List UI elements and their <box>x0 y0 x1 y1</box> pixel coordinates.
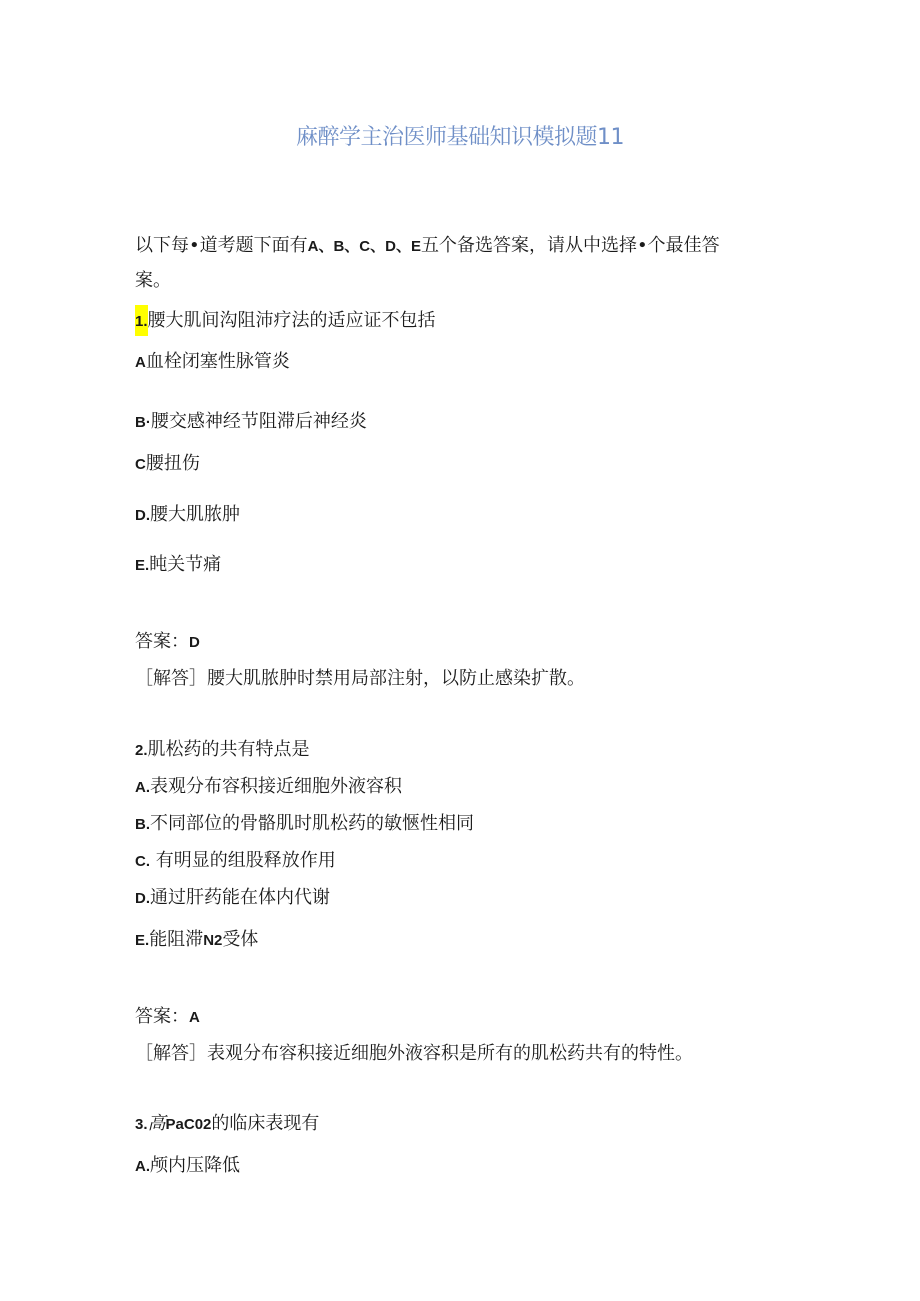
question-3-stem <box>135 1111 319 1138</box>
q1-option-e <box>135 552 221 579</box>
option-letter: C <box>135 456 146 473</box>
option-text: 颅内压降低 <box>150 1155 240 1176</box>
option-text: 盹关节痛 <box>149 554 222 575</box>
option-text: 腰大肌脓肿 <box>150 504 240 525</box>
option-letter: E. <box>135 557 150 574</box>
question-number: 2. <box>135 742 148 759</box>
option-text: 通过肝药能在体内代谢 <box>150 887 330 908</box>
q1-explanation: ［解答］腰大肌脓肿时禁用局部注射，以防止感染扩散。 <box>135 668 585 689</box>
q2-option-b <box>135 811 474 838</box>
q2-option-c <box>135 848 336 875</box>
answer-label: 答案： <box>135 1006 189 1027</box>
q1-option-a <box>135 349 290 376</box>
question-text: 的临床表现有 <box>211 1113 320 1134</box>
question-text-italic: 高 <box>147 1113 166 1134</box>
instructions-text-2: 五个备选答案，请从中选择•个最佳答 <box>420 235 720 256</box>
q1-option-b <box>135 409 367 436</box>
question-1-stem <box>135 308 436 335</box>
option-text: 腰扭伤 <box>145 453 200 474</box>
q2-explanation: ［解答］表观分布容积接近细胞外液容积是所有的肌松药共有的特性。 <box>135 1043 693 1064</box>
option-letter: D. <box>135 890 150 907</box>
instructions-letters: A、B、C、D、E <box>307 238 421 255</box>
question-number: 3. <box>135 1116 148 1133</box>
option-text: 有明显的组股释放作用 <box>150 850 336 871</box>
option-letter: A <box>135 354 146 371</box>
option-letter: B· <box>135 414 151 431</box>
option-letter: E. <box>135 932 150 949</box>
option-text-tail: 受体 <box>222 929 259 950</box>
receptor-label: N2 <box>203 932 223 949</box>
option-text: 能阻滞 <box>149 929 204 950</box>
option-letter: A. <box>135 1158 150 1175</box>
answer-label: 答案： <box>135 631 189 652</box>
question-2-stem <box>135 737 310 764</box>
q1-option-d <box>135 502 240 529</box>
option-letter: B. <box>135 816 150 833</box>
q3-option-a <box>135 1153 240 1180</box>
answer-value: A <box>189 1009 200 1026</box>
option-letter: C. <box>135 853 150 870</box>
answer-value: D <box>189 634 200 651</box>
q2-answer <box>135 1004 200 1031</box>
q2-option-e <box>135 927 258 954</box>
pac02-label: PaC02 <box>165 1116 212 1133</box>
option-text: 血栓闭塞性脉管炎 <box>145 351 290 372</box>
question-text: 腰大肌间沟阻沛疗法的适应证不包括 <box>147 310 436 331</box>
q1-option-c <box>135 451 200 478</box>
q1-answer <box>135 629 200 656</box>
page-title: 麻醉学主治医师基础知识模拟题11 <box>296 125 624 150</box>
option-text: 表观分布容积接近细胞外液容积 <box>150 776 402 797</box>
q2-option-d <box>135 885 330 912</box>
question-text: 肌松药的共有特点是 <box>147 739 310 760</box>
option-text: 腰交感神经节阻滞后神经炎 <box>150 411 367 432</box>
option-letter: A. <box>135 779 150 796</box>
instructions-line-1 <box>135 233 720 260</box>
question-number: 1. <box>135 305 148 336</box>
option-text: 不同部位的骨骼肌时肌松药的敏愜性相同 <box>150 813 474 834</box>
option-letter: D. <box>135 507 150 524</box>
instructions-line-2: 案。 <box>135 270 171 291</box>
q2-option-a <box>135 774 402 801</box>
instructions-text: 以下每•道考题下面有 <box>135 235 308 256</box>
